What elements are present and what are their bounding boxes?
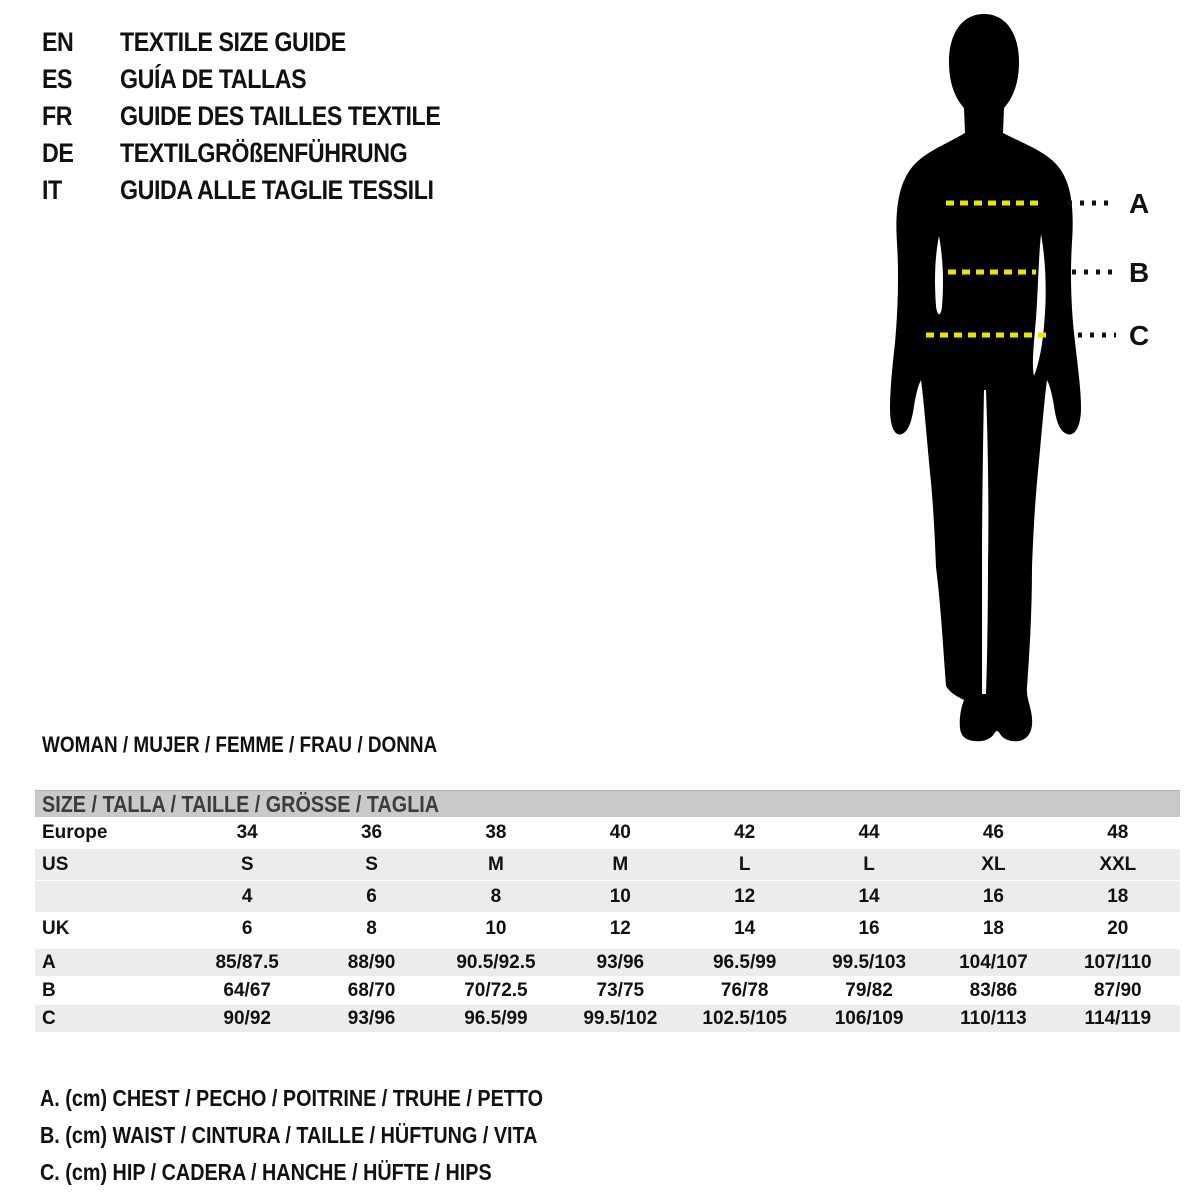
table-cell: L bbox=[738, 854, 751, 875]
table-cell: 99.5/102 bbox=[583, 1008, 658, 1029]
section-title-text: WOMAN / MUJER / FEMME / FRAU / DONNA bbox=[42, 732, 438, 757]
language-title-text: TEXTILE SIZE GUIDE bbox=[120, 27, 346, 57]
table-cell: S bbox=[365, 854, 378, 875]
language-code bbox=[42, 64, 120, 95]
woman-silhouette-figure bbox=[880, 0, 1200, 760]
table-row-europe bbox=[35, 817, 1180, 849]
language-row bbox=[42, 98, 493, 135]
table-cell: 90/92 bbox=[223, 1008, 271, 1029]
silhouette-svg bbox=[880, 0, 1200, 760]
table-cell: 73/75 bbox=[596, 980, 645, 1001]
language-title bbox=[120, 175, 493, 206]
language-code bbox=[42, 175, 120, 206]
table-cell: 93/96 bbox=[347, 1008, 396, 1029]
table-cell: 107/110 bbox=[1083, 952, 1152, 973]
table-cell: 114/119 bbox=[1084, 1008, 1152, 1029]
table-cell: 6 bbox=[241, 918, 253, 939]
row-label: Europe bbox=[42, 822, 108, 843]
row-label: A bbox=[42, 952, 56, 973]
table-row-uk bbox=[35, 913, 1180, 945]
table-row-us-numeric bbox=[35, 881, 1180, 913]
language-row bbox=[42, 61, 493, 98]
table-cell: 99.5/103 bbox=[832, 952, 907, 973]
table-cell: 96.5/99 bbox=[464, 1008, 528, 1029]
table-cell: 8 bbox=[490, 886, 502, 907]
table-cell: 14 bbox=[734, 918, 756, 939]
table-cell: 64/67 bbox=[223, 980, 271, 1001]
measurement-label-a: A bbox=[1129, 188, 1150, 219]
row-label: US bbox=[42, 854, 69, 875]
table-cell: M bbox=[612, 854, 629, 875]
table-cell: 14 bbox=[858, 886, 880, 907]
table-cell: 42 bbox=[734, 822, 756, 843]
language-title bbox=[120, 27, 493, 58]
table-cell: 12 bbox=[734, 886, 756, 907]
table-cell: 38 bbox=[485, 822, 507, 843]
language-list bbox=[42, 24, 493, 209]
table-row-waist-b bbox=[35, 977, 1180, 1005]
table-cell: 70/72.5 bbox=[464, 980, 528, 1001]
table-cell: XXL bbox=[1099, 854, 1137, 875]
table-cell: 68/70 bbox=[347, 980, 396, 1001]
table-row-us bbox=[35, 849, 1180, 881]
legend-line-chest bbox=[40, 1080, 625, 1117]
row-label: UK bbox=[42, 918, 70, 939]
table-cell: 46 bbox=[982, 822, 1004, 843]
table-cell: 6 bbox=[366, 886, 377, 907]
size-table-header-text: SIZE / TALLA / TAILLE / GRÖSSE / TAGLIA bbox=[42, 791, 440, 817]
table-cell: 102.5/105 bbox=[702, 1008, 787, 1029]
table-row-hip-c bbox=[35, 1005, 1180, 1033]
legend-line-text: B. (cm) WAIST / CINTURA / TAILLE / HÜFTUNG / VITA bbox=[40, 1122, 538, 1148]
table-cell: 12 bbox=[609, 918, 631, 939]
table-cell: 34 bbox=[236, 822, 258, 843]
language-row bbox=[42, 172, 493, 209]
table-cell: XL bbox=[981, 854, 1006, 875]
table-cell: 76/78 bbox=[720, 980, 769, 1001]
table-cell: L bbox=[863, 854, 875, 875]
table-cell: 10 bbox=[609, 886, 631, 907]
legend-line-hip bbox=[40, 1154, 625, 1191]
language-code-text: ES bbox=[42, 64, 73, 94]
table-cell: 10 bbox=[485, 918, 507, 939]
language-title-text: GUÍA DE TALLAS bbox=[120, 64, 307, 94]
table-cell: 44 bbox=[858, 822, 880, 843]
language-code bbox=[42, 27, 120, 58]
table-cell: 87/90 bbox=[1094, 980, 1142, 1001]
table-cell: 93/96 bbox=[596, 952, 645, 973]
legend-line-waist bbox=[40, 1117, 625, 1154]
row-label: B bbox=[42, 980, 56, 1001]
language-code-text: FR bbox=[42, 101, 73, 131]
language-code bbox=[42, 101, 120, 132]
row-label: C bbox=[42, 1008, 56, 1029]
table-cell: 96.5/99 bbox=[712, 952, 777, 973]
language-title bbox=[120, 64, 493, 95]
language-title bbox=[120, 138, 493, 169]
language-title-text: GUIDA ALLE TAGLIE TESSILI bbox=[120, 175, 434, 205]
size-table-header bbox=[35, 790, 1180, 817]
legend-line-text: A. (cm) CHEST / PECHO / POITRINE / TRUHE / PETTO bbox=[40, 1085, 543, 1111]
language-code-text: IT bbox=[42, 175, 62, 205]
table-cell: 106/109 bbox=[834, 1008, 904, 1029]
table-cell: M bbox=[488, 854, 504, 875]
language-row bbox=[42, 135, 493, 172]
table-cell: 48 bbox=[1107, 822, 1129, 843]
language-code-text: EN bbox=[42, 27, 74, 57]
section-title-woman bbox=[42, 732, 502, 758]
table-cell: 110/113 bbox=[960, 1008, 1027, 1029]
table-cell: 4 bbox=[241, 886, 253, 907]
legend-line-text: C. (cm) HIP / CADERA / HANCHE / HÜFTE / HIPS bbox=[40, 1159, 492, 1185]
table-cell: 85/87.5 bbox=[215, 952, 279, 973]
table-cell: 36 bbox=[360, 822, 383, 843]
measurement-label-c: C bbox=[1129, 320, 1150, 351]
size-table bbox=[35, 790, 1180, 1033]
table-cell: 40 bbox=[609, 822, 631, 843]
measurement-label-b: B bbox=[1129, 257, 1150, 288]
table-cell: 83/86 bbox=[969, 980, 1018, 1001]
table-cell: 90.5/92.5 bbox=[456, 952, 536, 973]
table-row-chest-a bbox=[35, 949, 1180, 977]
table-cell: 8 bbox=[366, 918, 377, 939]
table-cell: 18 bbox=[1107, 886, 1129, 907]
table-cell: 20 bbox=[1107, 918, 1129, 939]
table-cell: 16 bbox=[982, 886, 1004, 907]
language-title-text: TEXTILGRÖßENFÜHRUNG bbox=[120, 138, 408, 168]
language-row bbox=[42, 24, 493, 61]
table-cell: S bbox=[240, 854, 254, 875]
table-cell: 16 bbox=[858, 918, 880, 939]
language-title bbox=[120, 101, 493, 132]
language-code-text: DE bbox=[42, 138, 74, 168]
table-cell: 18 bbox=[982, 918, 1004, 939]
language-code bbox=[42, 138, 120, 169]
table-cell: 104/107 bbox=[959, 952, 1028, 973]
table-cell: 79/82 bbox=[845, 980, 893, 1001]
language-title-text: GUIDE DES TAILLES TEXTILE bbox=[120, 101, 441, 131]
measurement-legend bbox=[40, 1080, 625, 1191]
table-cell: 88/90 bbox=[347, 952, 396, 973]
